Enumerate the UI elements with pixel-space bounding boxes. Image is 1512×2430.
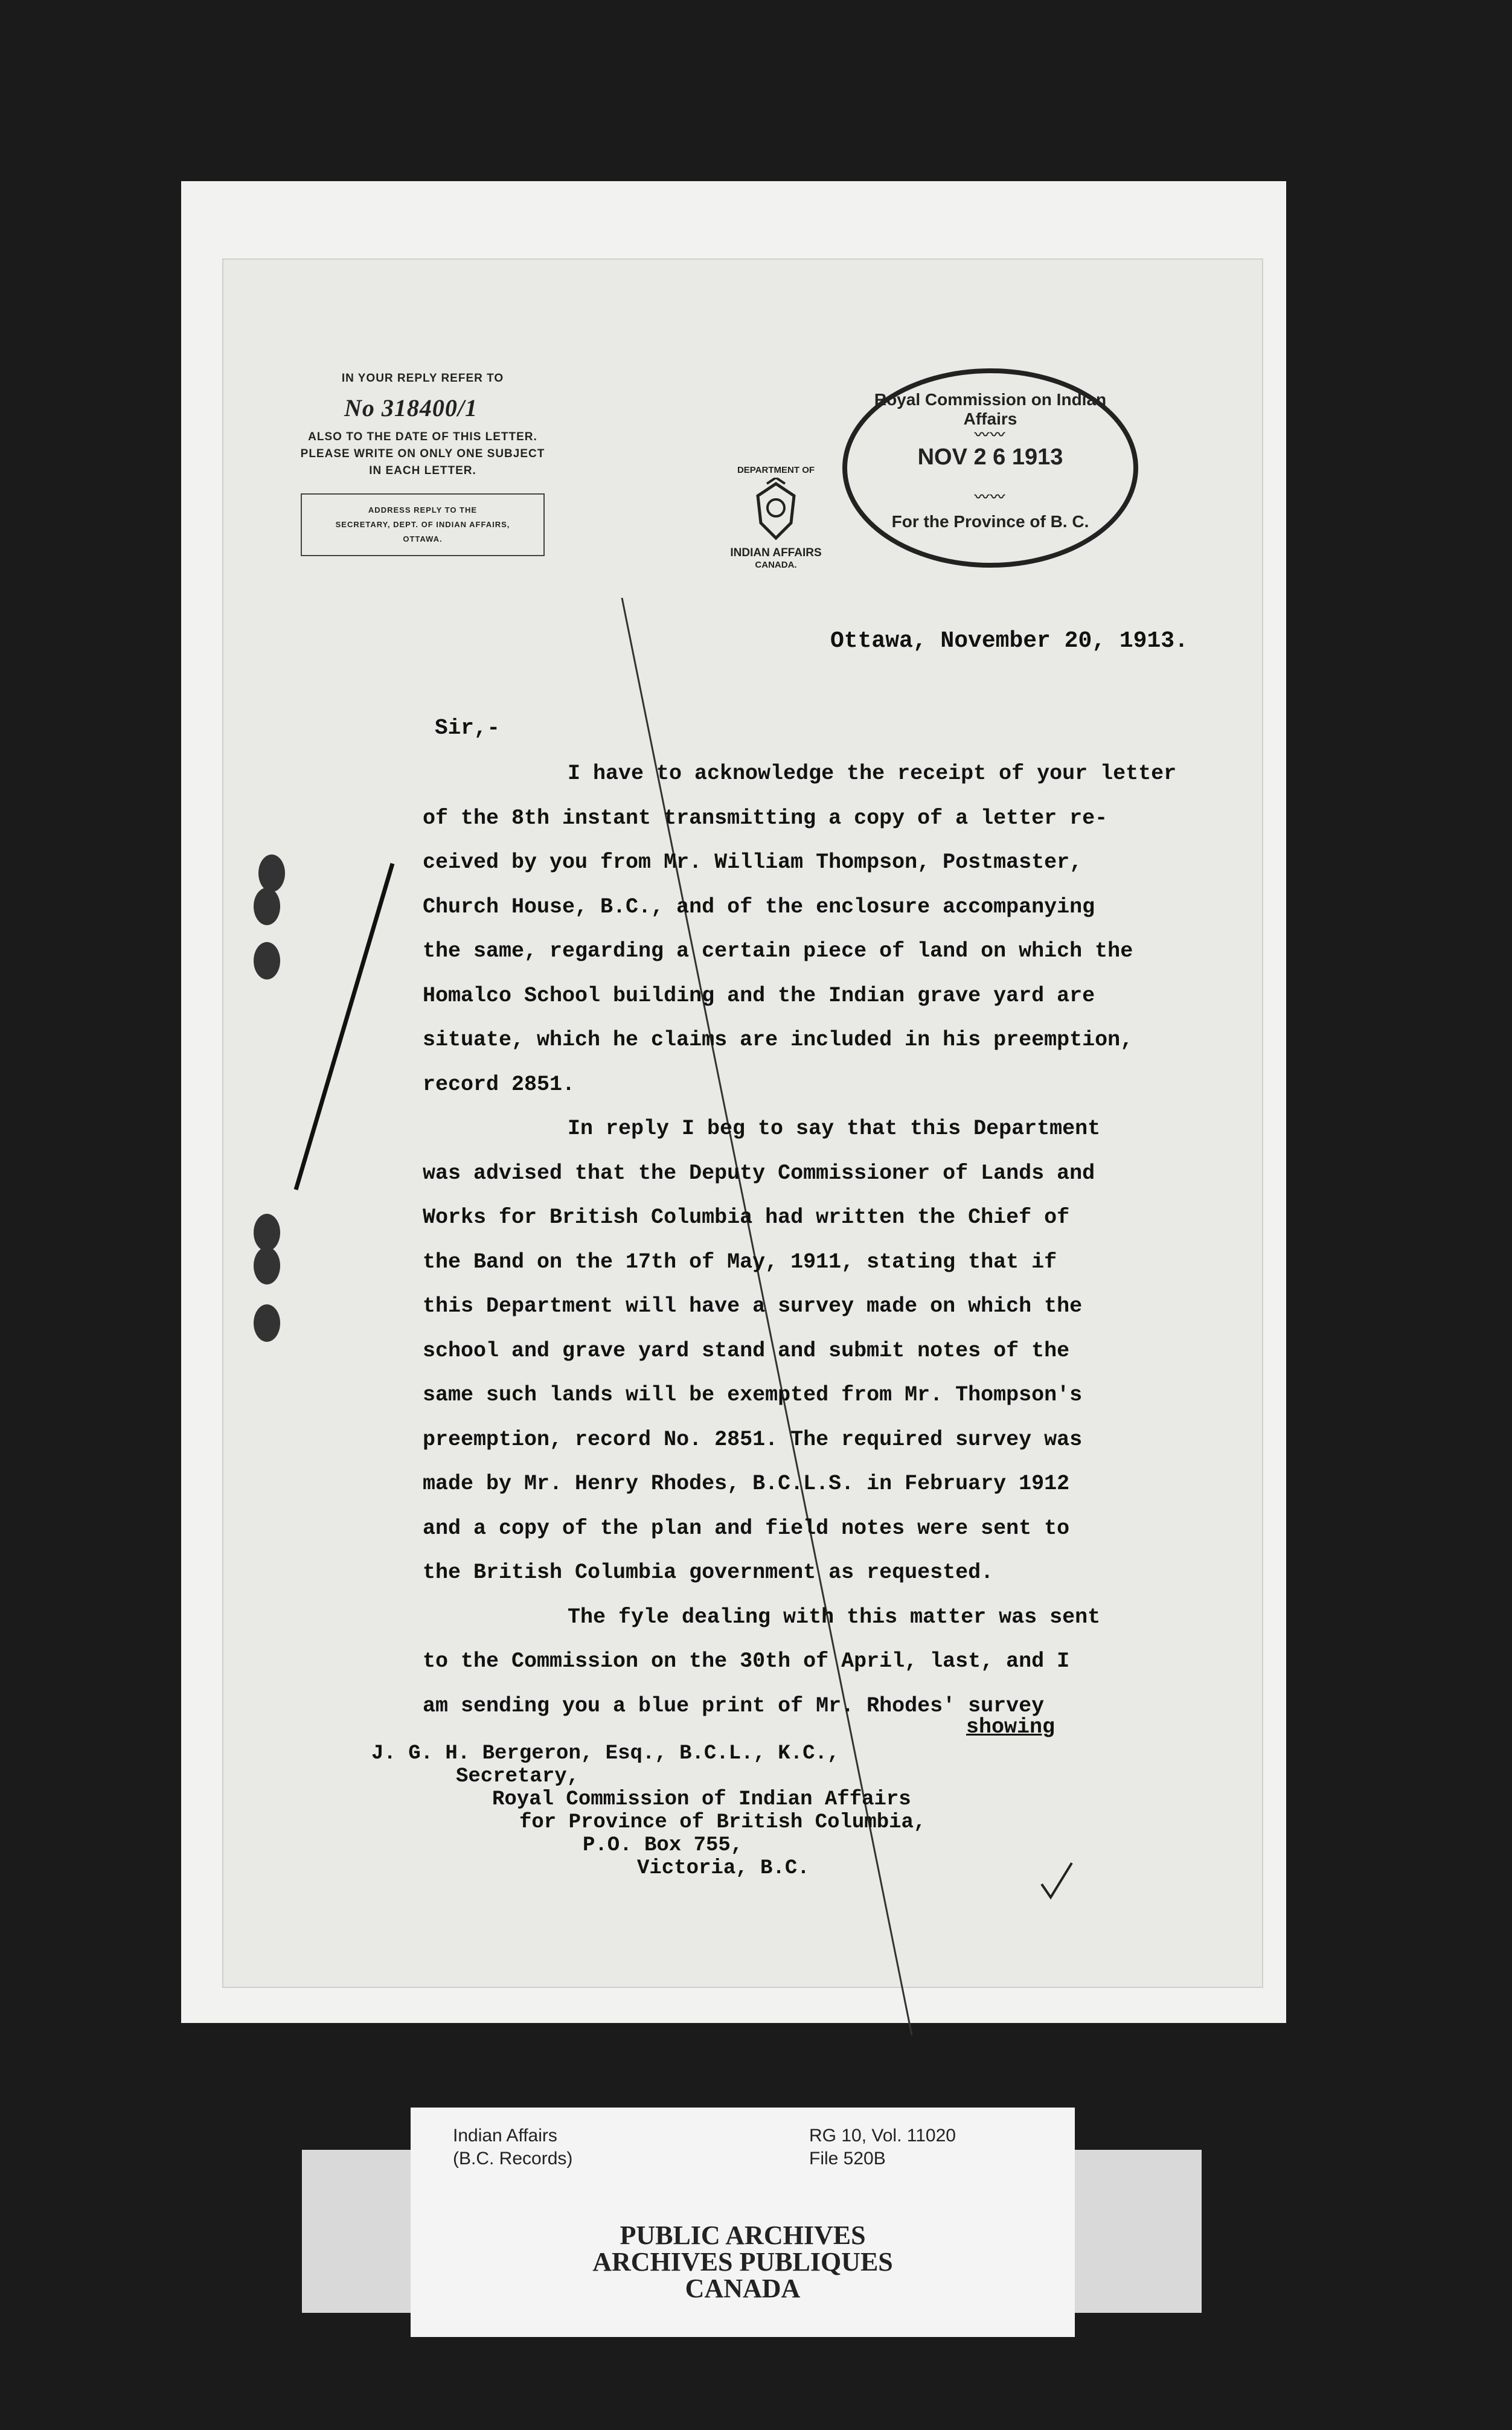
body-line: am sending you a blue print of Mr. Rhodes' survey	[423, 1693, 1045, 1718]
label-left-block	[453, 2124, 572, 2170]
address-reply-box	[301, 493, 545, 556]
addressee-line: P.O. Box 755,	[583, 1834, 743, 1857]
body-line: situate, which he claims are included in his preemption,	[423, 1028, 1133, 1052]
label-fonds: Indian Affairs	[453, 2126, 557, 2146]
punch-hole	[254, 1304, 280, 1342]
reference-number: No 318400/1	[344, 394, 478, 422]
body-line: to the Commission on the 30th of April, last, and I	[423, 1649, 1070, 1673]
body-line: the same, regarding a certain piece of land on which the	[423, 939, 1133, 963]
check-mark-icon	[1039, 1860, 1075, 1902]
body-line: the Band on the 17th of May, 1911, stating that if	[423, 1249, 1057, 1274]
salutation: Sir,-	[435, 716, 501, 740]
stamp-mark-icon: 〰〰	[975, 489, 1006, 505]
letter-body	[423, 752, 1244, 1728]
stamp-top-text: Royal Commission on Indian Affairs	[874, 390, 1107, 428]
coat-of-arms-icon	[743, 478, 809, 544]
body-line: Works for British Columbia had written the Chief of	[423, 1205, 1070, 1229]
department-crest	[716, 465, 836, 570]
crest-bottom-text: CANADA.	[755, 560, 797, 570]
addressee-line: Victoria, B.C.	[637, 1857, 810, 1880]
body-line: the British Columbia government as requested.	[423, 1560, 994, 1585]
archives-stamp	[411, 2222, 1075, 2302]
body-line: school and grave yard stand and submit notes of the	[423, 1338, 1070, 1363]
reply-reference-block	[278, 368, 568, 556]
body-line: Church House, B.C., and of the enclosure accompanying	[423, 894, 1095, 919]
body-line: and a copy of the plan and field notes were sent to	[423, 1516, 1070, 1540]
body-line: was advised that the Deputy Commissioner of Lands and	[423, 1161, 1095, 1185]
body-line: same such lands will be exempted from Mr. Thompson's	[423, 1383, 1083, 1407]
archives-line-fr: ARCHIVES PUBLIQUES	[592, 2247, 893, 2277]
archive-label	[411, 2108, 1075, 2337]
body-line: Homalco School building and the Indian grave yard are	[423, 983, 1095, 1008]
punch-hole	[254, 1214, 280, 1251]
addressee-block	[371, 1742, 926, 1880]
pen-mark	[284, 858, 405, 1196]
body-line: preemption, record No. 2851. The required survey was	[423, 1427, 1083, 1452]
label-tab-left	[302, 2150, 423, 2313]
punch-hole	[254, 888, 280, 925]
address-line: SECRETARY, DEPT. OF INDIAN AFFAIRS,	[335, 520, 510, 529]
stamp-date: NOV 2 6 1913	[917, 444, 1063, 470]
address-line: ADDRESS REPLY TO THE	[368, 505, 478, 515]
body-line: The fyle dealing with this matter was sent	[568, 1605, 1101, 1629]
continued-word: showing	[966, 1715, 1056, 1739]
address-line: OTTAWA.	[403, 534, 443, 543]
body-line: In reply I beg to say that this Department	[568, 1117, 1101, 1141]
label-series: (B.C. Records)	[453, 2149, 573, 2169]
crest-top-text: DEPARTMENT OF	[737, 465, 815, 475]
body-line: made by Mr. Henry Rhodes, B.C.L.S. in February 1912	[423, 1472, 1070, 1496]
archives-line-country: CANADA	[685, 2274, 801, 2303]
addressee-line: J. G. H. Bergeron, Esq., B.C.L., K.C.,	[371, 1742, 840, 1765]
punch-hole	[254, 942, 280, 979]
body-line: ceived by you from Mr. William Thompson, Postmaster,	[423, 850, 1083, 874]
stamp-mark-icon: 〰〰	[975, 427, 1006, 443]
addressee-line: Secretary,	[456, 1765, 580, 1788]
archives-line-en: PUBLIC ARCHIVES	[620, 2220, 866, 2250]
punch-hole	[254, 1247, 280, 1284]
crest-middle-text: INDIAN AFFAIRS	[730, 547, 822, 559]
also-date-text: ALSO TO THE DATE OF THIS LETTER.	[308, 431, 537, 443]
received-stamp	[842, 368, 1138, 568]
body-line: of the 8th instant transmitting a copy of a letter re-	[423, 806, 1108, 830]
body-line: this Department will have a survey made on which the	[423, 1294, 1083, 1318]
body-line: record 2851.	[423, 1072, 575, 1097]
reply-refer-text: IN YOUR REPLY REFER TO	[341, 372, 504, 385]
body-line: I have to acknowledge the receipt of your letter	[568, 761, 1177, 786]
one-subject-text: PLEASE WRITE ON ONLY ONE SUBJECT	[300, 447, 545, 460]
addressee-line: for Province of British Columbia,	[519, 1811, 926, 1834]
label-right-block	[809, 2124, 956, 2170]
one-subject-text-2: IN EACH LETTER.	[369, 464, 476, 477]
label-volume: RG 10, Vol. 11020	[809, 2126, 956, 2146]
letter-date: Ottawa, November 20, 1913.	[830, 628, 1188, 654]
punch-hole	[258, 854, 285, 892]
addressee-line: Royal Commission of Indian Affairs	[492, 1788, 911, 1811]
stamp-bottom-text: For the Province of B. C.	[891, 512, 1089, 531]
label-file: File 520B	[809, 2149, 886, 2169]
label-tab-right	[1069, 2150, 1202, 2313]
